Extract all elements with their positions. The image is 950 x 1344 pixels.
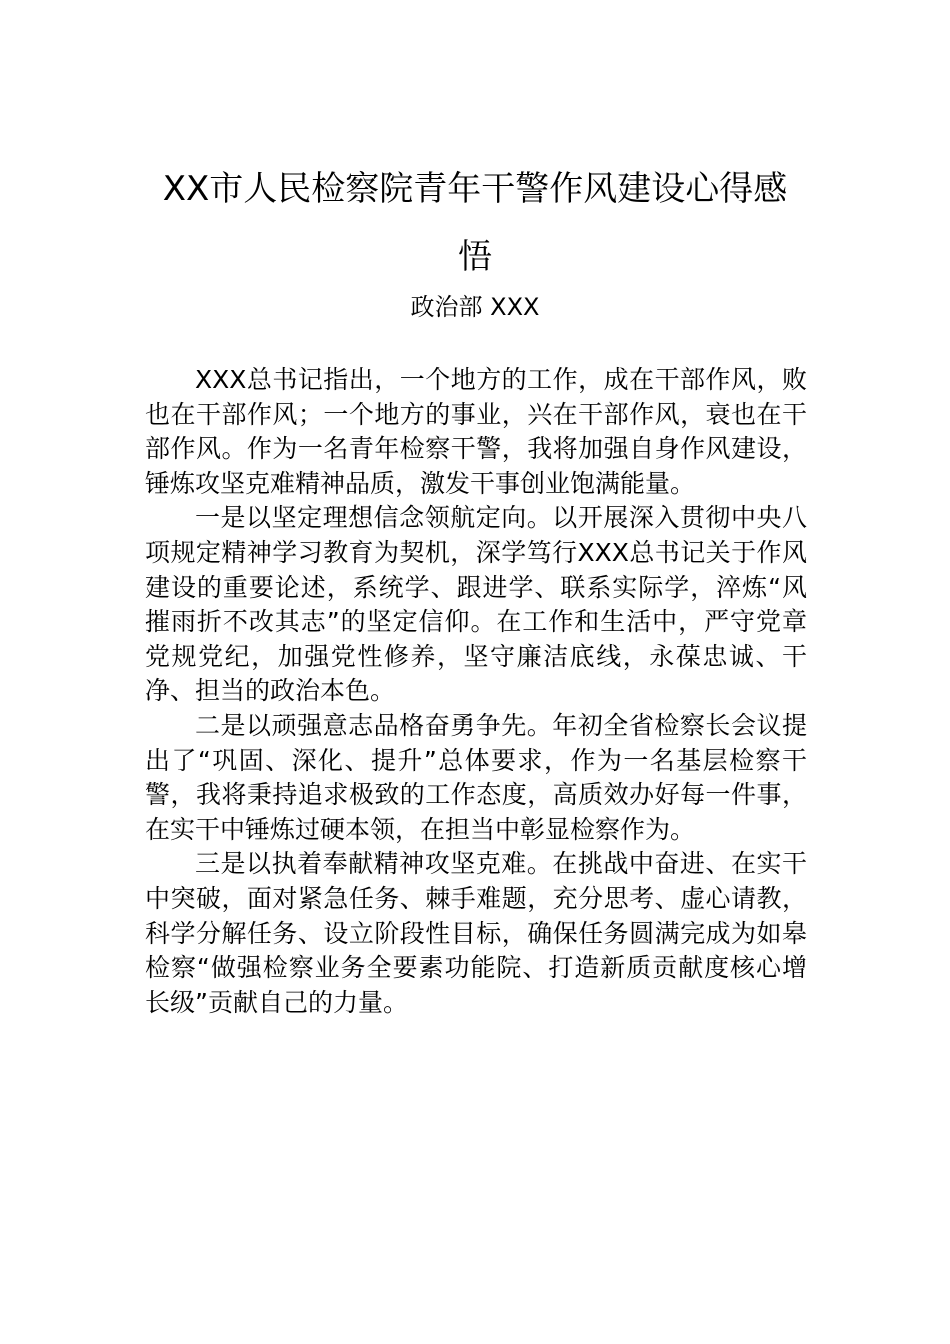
paragraph-intro: XXX总书记指出，一个地方的工作，成在干部作风，败也在干部作风；一个地方的事业，兴在干部作风，衰也在干部作风。作为一名青年检察干警，我将加强自身作风建设，锤炼攻坚克难精神品质，激发干事创业饱满能量。 xyxy=(145,365,807,498)
paragraph-point-one: 一是以坚定理想信念领航定向。以开展深入贯彻中央八项规定精神学习教育为契机，深学笃行XXX总书记关于作风建设的重要论述，系统学、跟进学、联系实际学，淬炼“风摧雨折不改其志”的坚定信仰。在工作和生活中，严守党章党规党纪，加强党性修养，坚守廉洁底线，永葆忠诚、干净、担当的政治本色。 xyxy=(145,503,807,706)
document-author: 政治部 XXX xyxy=(410,293,540,321)
paragraph-point-two: 二是以顽强意志品格奋勇争先。年初全省检察长会议提出了“巩固、深化、提升”总体要求，作为一名基层检察干警，我将秉持追求极致的工作态度，高质效办好每一件事，在实干中锤炼过硬本领，在担当中彰显检察作为。 xyxy=(145,710,807,844)
document-title-line-2: 悟 xyxy=(458,237,492,277)
paragraph-point-three: 三是以执着奉献精神攻坚克难。在挑战中奋进、在实干中突破，面对紧急任务、棘手难题，充分思考、虚心请教，科学分解任务、设立阶段性目标，确保任务圆满完成为如皋检察“做强检察业务全要素功能院、打造新质贡献度核心增长级”贡献自己的力量。 xyxy=(145,849,807,1017)
document-body xyxy=(145,363,807,1020)
document-title-line-1: XX市人民检察院青年干警作风建设心得感 xyxy=(162,169,788,209)
